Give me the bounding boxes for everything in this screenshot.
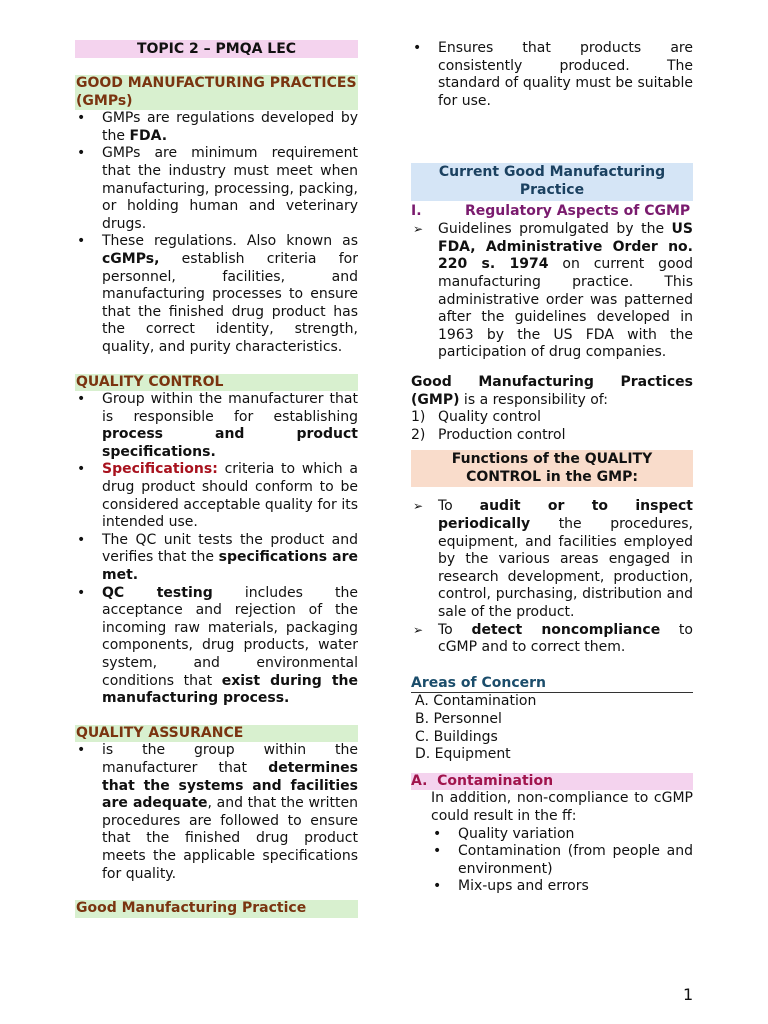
arrow-marker: ➢ bbox=[413, 499, 424, 514]
item-bold: process and product specifications. bbox=[102, 426, 358, 460]
bullet-marker: • bbox=[77, 531, 86, 548]
list-item bbox=[431, 826, 693, 844]
list-item bbox=[411, 40, 693, 110]
item-text: Contamination (from people and environment) bbox=[458, 843, 693, 877]
item-text: To bbox=[438, 498, 480, 515]
list-item bbox=[75, 391, 358, 461]
list-item bbox=[75, 585, 358, 708]
item-text: Production control bbox=[438, 426, 566, 443]
item-text: is the group within the manufacturer that bbox=[102, 742, 358, 776]
item-number: 2) bbox=[411, 426, 426, 443]
bullet-marker: • bbox=[433, 878, 442, 895]
bullet-marker: • bbox=[433, 843, 442, 860]
item-bold: exist during the manufacturing process. bbox=[102, 672, 359, 707]
item-bold: cGMPs, bbox=[102, 250, 160, 267]
areas-list bbox=[411, 693, 693, 763]
item-text: Group within the manufacturer that is responsible for establishing bbox=[102, 391, 358, 425]
item-text: To bbox=[438, 621, 472, 638]
specifications-term: Specifications: bbox=[102, 461, 218, 478]
area-item: B. Personnel bbox=[415, 711, 502, 727]
item-text: to cGMP and to correct them. bbox=[438, 621, 693, 656]
topic-title: TOPIC 2 – PMQA LEC bbox=[75, 40, 358, 58]
arrow-marker: ➢ bbox=[413, 222, 424, 237]
qc-heading: QUALITY CONTROL bbox=[75, 374, 358, 392]
list-item bbox=[75, 532, 358, 585]
list-item bbox=[75, 110, 358, 145]
bullet-marker: • bbox=[77, 145, 86, 162]
right-column bbox=[411, 40, 693, 896]
item-text: Ensures that products are consistently produced. The standard of quality must be suitable for use. bbox=[438, 40, 693, 109]
item-bold: US FDA, Administrative Order no. 220 s. 1974 bbox=[438, 221, 693, 273]
bullet-marker: • bbox=[77, 461, 86, 478]
qa-list bbox=[75, 742, 358, 883]
item-text: is a responsibility of: bbox=[459, 391, 608, 408]
list-item bbox=[75, 461, 358, 531]
item-bold: specifications are met. bbox=[102, 549, 359, 584]
item-text: Mix-ups and errors bbox=[458, 878, 589, 895]
item-text: GMPs are minimum requirement that the industry must meet when manufacturing, processing, packing, or holding human and veterinary drugs. bbox=[102, 145, 358, 232]
item-text: establish criteria for personnel, facilities, and manufacturing processes to ensure that the finished drug product has the correct identity, strength, quality, and purity characteristics. bbox=[102, 250, 358, 355]
list-item bbox=[75, 742, 358, 883]
arrow-marker: ➢ bbox=[413, 622, 424, 637]
contamination-intro: In addition, non-compliance to cGMP could result in the ff: bbox=[431, 790, 693, 824]
item-text: the procedures, equipment, and facilities employed by the various areas engaged in research development, production, control, purchasing, distribution and sale of the product. bbox=[438, 516, 693, 621]
list-item bbox=[411, 409, 693, 427]
list-item bbox=[75, 233, 358, 356]
area-item: D. Equipment bbox=[415, 746, 511, 763]
functions-box: Functions of the QUALITY CONTROL in the GMP: bbox=[411, 450, 693, 487]
bullet-marker: • bbox=[77, 391, 86, 408]
item-bold: determines that the systems and facilities are adequate bbox=[102, 759, 358, 812]
qa-heading: QUALITY ASSURANCE bbox=[75, 725, 358, 743]
item-text: criteria to which a drug product should conform to be considered acceptable quality for its intended use. bbox=[102, 461, 358, 531]
top-list bbox=[411, 40, 693, 110]
area-item: C. Buildings bbox=[415, 728, 498, 745]
gmp-responsibility bbox=[411, 374, 693, 409]
contamination-list bbox=[411, 826, 693, 896]
list-item bbox=[411, 221, 693, 362]
list-item bbox=[411, 427, 693, 445]
item-text: GMPs are regulations developed by the bbox=[102, 110, 358, 144]
left-column bbox=[75, 40, 358, 918]
reg-list bbox=[411, 221, 693, 362]
item-text: includes the acceptance and rejection of the incoming raw materials, packaging components, drug products, water system, and environmental conditions that bbox=[102, 584, 358, 689]
resp-list bbox=[411, 409, 693, 444]
bullet-marker: • bbox=[77, 584, 86, 601]
list-item bbox=[431, 843, 693, 878]
page-number: 1 bbox=[683, 985, 694, 1004]
gmp2-heading: Good Manufacturing Practice bbox=[75, 900, 358, 918]
list-item bbox=[75, 145, 358, 233]
item-bold: QC testing bbox=[102, 584, 213, 601]
item-bold: detect noncompliance bbox=[471, 621, 661, 638]
item-bold: FDA. bbox=[129, 127, 168, 144]
functions-list bbox=[411, 498, 693, 656]
item-bold: Good Manufacturing Practices (GMP) bbox=[411, 373, 693, 408]
list-item bbox=[411, 498, 693, 621]
item-number: 1) bbox=[411, 409, 426, 426]
qc-list bbox=[75, 391, 358, 708]
cgmp-box: Current Good Manufacturing Practice bbox=[411, 163, 693, 200]
reg-heading: Regulatory Aspects of CGMP bbox=[465, 202, 691, 219]
item-text: Quality control bbox=[438, 409, 542, 426]
bullet-marker: • bbox=[77, 110, 86, 127]
gmp-list bbox=[75, 110, 358, 356]
item-text: Quality variation bbox=[458, 825, 575, 842]
item-text: , and that the written procedures are followed to ensure that the finished drug product meets the applicable specifications for quality. bbox=[102, 795, 359, 882]
item-text: The QC unit tests the product and verifies that the bbox=[102, 531, 358, 566]
list-item bbox=[431, 878, 693, 896]
gmp-heading: GOOD MANUFACTURING PRACTICES (GMPs) bbox=[76, 75, 357, 109]
list-item bbox=[411, 622, 693, 657]
bullet-marker: • bbox=[433, 825, 442, 842]
area-item: A. Contamination bbox=[415, 693, 537, 710]
reg-number: I. bbox=[411, 202, 422, 219]
areas-heading: Areas of Concern bbox=[411, 675, 693, 694]
bullet-marker: • bbox=[77, 233, 86, 250]
reg-heading-block bbox=[411, 203, 693, 221]
contamination-heading: A. Contamination bbox=[411, 773, 693, 791]
item-text: on current good manufacturing practice. This administrative order was patterned after the guidelines developed in 1963 by the US FDA with the participation of drug companies. bbox=[438, 256, 694, 361]
item-bold: audit or to inspect periodically bbox=[438, 498, 693, 533]
bullet-marker: • bbox=[413, 40, 422, 56]
item-text: Guidelines promulgated by the bbox=[438, 221, 672, 238]
bullet-marker: • bbox=[77, 742, 86, 759]
item-text: These regulations. Also known as bbox=[102, 233, 358, 250]
